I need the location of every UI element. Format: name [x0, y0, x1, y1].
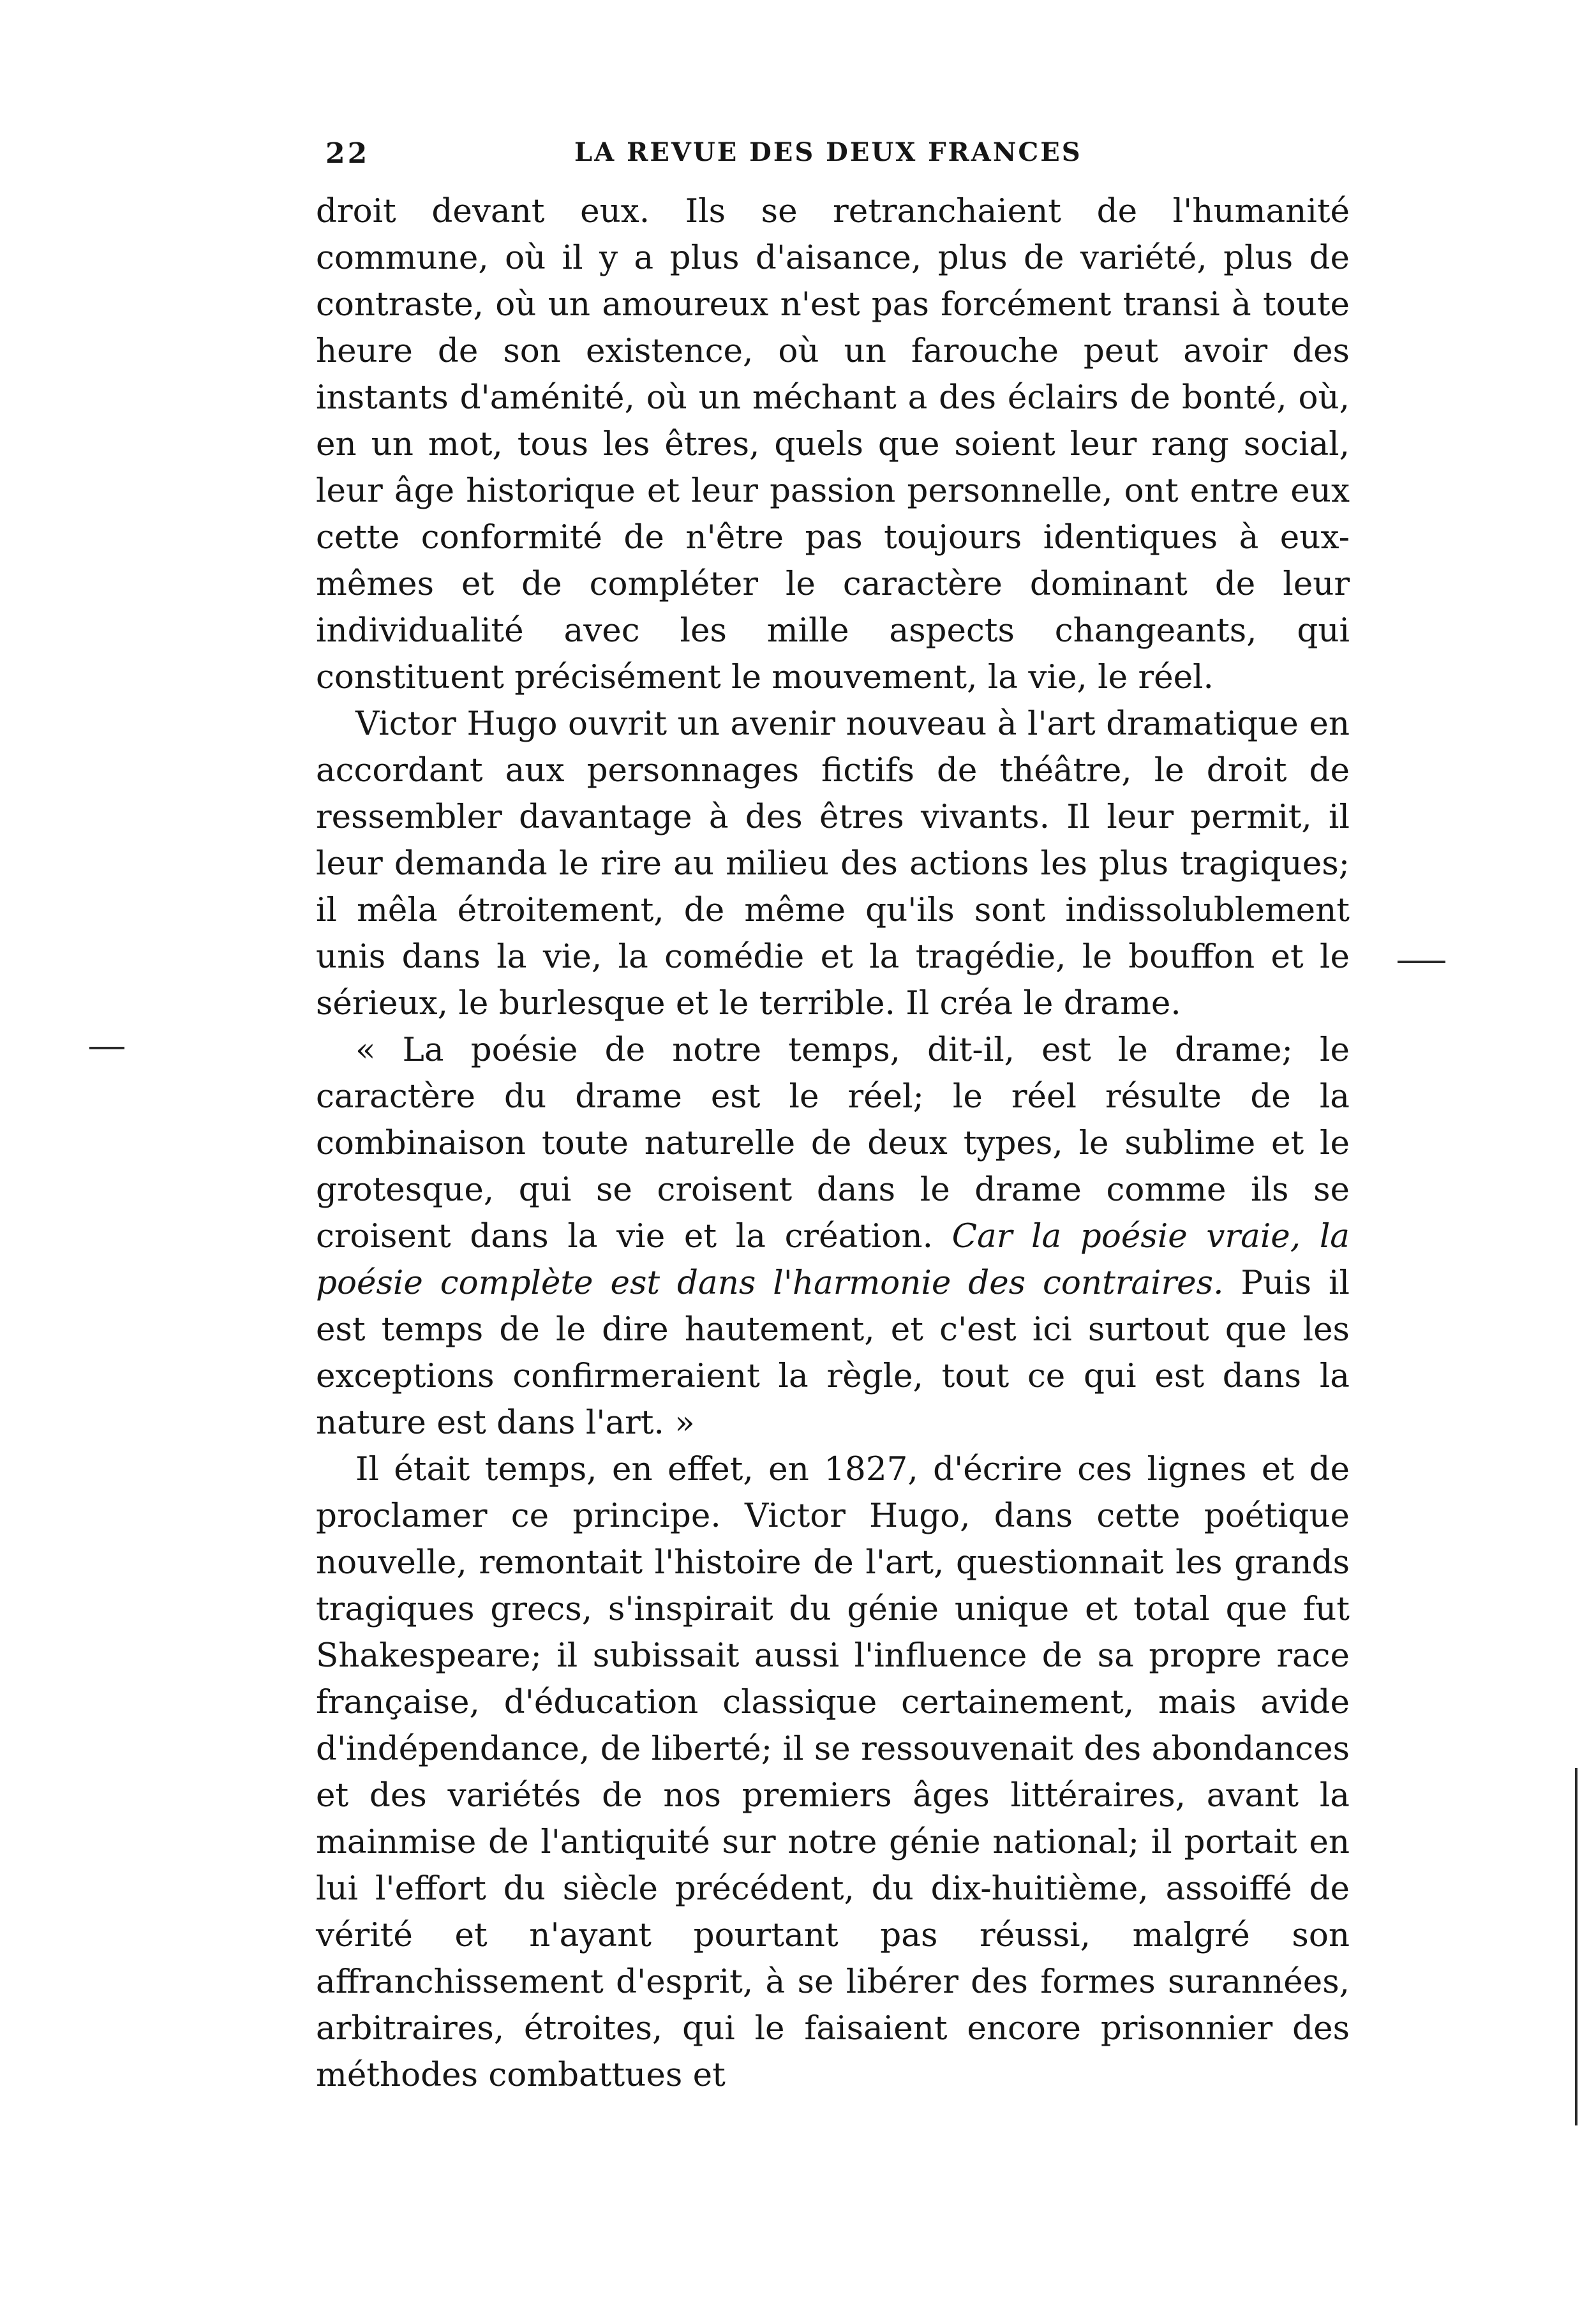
- margin-dash-right: [1398, 961, 1445, 963]
- running-title: LA REVUE DES DEUX FRANCES: [574, 137, 1082, 167]
- quote-text-start: « La poésie de notre temps, dit-il, est le drame; le caractère du drame est le réel; le réel résulte de la combinaison toute naturelle de deux types, le sublime et le grotesque, qui se croisent dans le drame comme ils se croisent dans la vie et la création.: [316, 1031, 1350, 1255]
- paragraph-4: Il était temps, en effet, en 1827, d'écrire ces lignes et de proclamer ce principe. Victor Hugo, dans cette poétique nouvelle, remontait l'histoire de l'art, questionnait les grands tragiques grecs, s'inspirait du génie unique et total que fut Shakespeare; il subissait aussi l'influence de sa propre race française, d'éducation classique certainement, mais avide d'indépendance, de liberté; il se ressouvenait des abondances et des variétés de nos premiers âges littéraires, avant la mainmise de l'antiquité sur notre génie national; il portait en lui l'effort du siècle précédent, du dix-huitième, assoiffé de vérité et n'ayant pourtant pas réussi, malgré son affranchissement d'esprit, à se libérer des formes surannées, arbitraires, étroites, qui le faisaient encore prisonnier des méthodes combattues et: [316, 1450, 1350, 2094]
- quote-italic-text: Car la poésie vraie, la poésie complète est dans l'harmonie des contraires.: [316, 1217, 1350, 1302]
- paragraph-3-quote: [316, 1027, 1350, 1446]
- quote-text-end: Puis il est temps de le dire hautement, et c'est ici surtout que les exceptions confirmeraient la règle, tout ce qui est dans la nature est dans l'art. »: [316, 1264, 1350, 1442]
- margin-edge-line: [1575, 1768, 1577, 2125]
- page-number: 22: [325, 137, 370, 170]
- body-text: [316, 188, 1350, 2099]
- paragraph-2: Victor Hugo ouvrit un avenir nouveau à l'art dramatique en accordant aux personnages fictifs de théâtre, le droit de ressembler davantage à des êtres vivants. Il leur permit, il leur demanda le rire au milieu des actions les plus tragiques; il mêla étroitement, de même qu'ils sont indissolublement unis dans la vie, la comédie et la tragédie, le bouffon et le sérieux, le burlesque et le terrible. Il créa le drame.: [316, 705, 1350, 1023]
- page-header: [325, 131, 1155, 176]
- paragraph-1: droit devant eux. Ils se retranchaient de l'humanité commune, où il y a plus d'aisance, plus de variété, plus de contraste, où un amoureux n'est pas forcément transi à toute heure de son existence, où un farouche peut avoir des instants d'aménité, où un méchant a des éclairs de bonté, où, en un mot, tous les êtres, quels que soient leur rang social, leur âge historique et leur passion personnelle, ont entre eux cette conformité de n'être pas toujours identiques à eux-mêmes et de compléter le caractère dominant de leur individualité avec les mille aspects changeants, qui constituent précisément le mouvement, la vie, le réel.: [316, 192, 1350, 696]
- margin-dash-left: [89, 1047, 124, 1049]
